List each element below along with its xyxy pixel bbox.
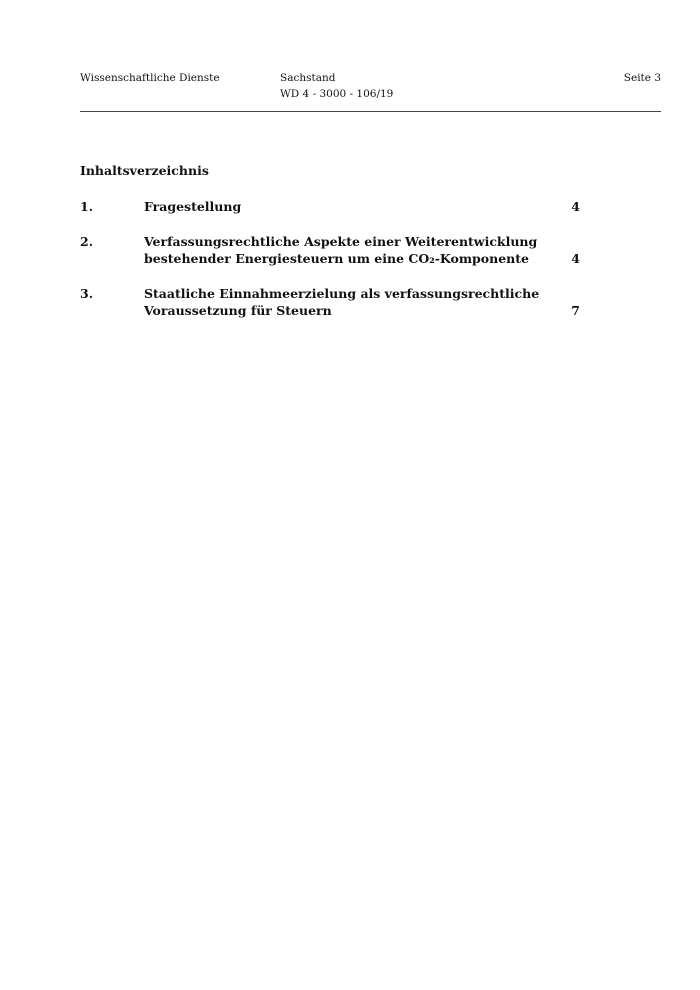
toc-entry-3[interactable] (80, 285, 580, 319)
toc-entry-number: 3. (80, 286, 94, 301)
toc-entry-1[interactable] (80, 198, 580, 215)
header-doc-number: WD 4 - 3000 - 106/19 (280, 88, 394, 100)
toc-entry-title-line: Fragestellung (144, 199, 242, 214)
toc-entry-2[interactable] (80, 233, 580, 267)
toc-entry-title-line: bestehender Energiesteuern um eine CO₂-Komponente (144, 251, 529, 266)
table-of-contents (80, 162, 580, 337)
toc-entry-title (144, 233, 554, 267)
header-page-number: Seite 3 (623, 72, 661, 84)
toc-entry-title (144, 198, 554, 215)
header-document-info (280, 70, 393, 102)
toc-entry-title-line: Verfassungsrechtliche Aspekte einer Weiterentwicklung (144, 234, 538, 249)
toc-entry-title-line: Voraussetzung für Steuern (144, 303, 332, 318)
toc-entry-number: 2. (80, 234, 94, 249)
page-header (80, 70, 661, 112)
toc-entry-title (144, 285, 554, 319)
header-doc-type: Sachstand (280, 72, 336, 84)
toc-entry-page: 4 (571, 199, 580, 214)
toc-entry-number: 1. (80, 199, 94, 214)
toc-entry-title-line: Staatliche Einnahmeerzielung als verfassungsrechtliche (144, 286, 540, 301)
header-institution: Wissenschaftliche Dienste (80, 72, 220, 84)
toc-heading: Inhaltsverzeichnis (80, 163, 209, 178)
toc-entry-page: 4 (571, 251, 580, 266)
toc-entry-page: 7 (571, 303, 580, 318)
